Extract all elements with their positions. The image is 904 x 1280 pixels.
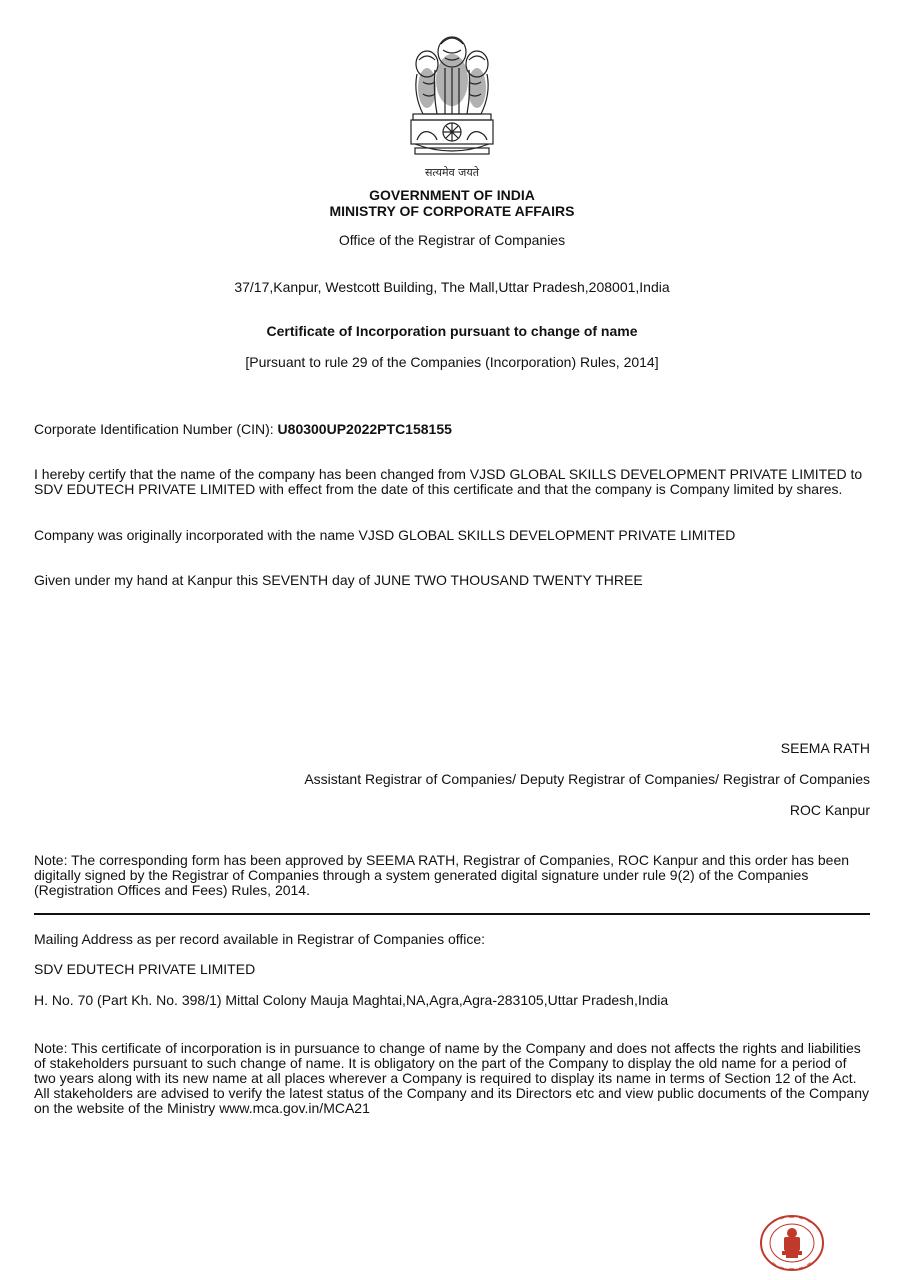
cin-line [34,422,870,437]
registrar-office: Office of the Registrar of Companies [338,232,566,248]
government-heading [0,187,904,219]
national-motto: सत्यमेव जयते [424,166,479,179]
given-under-hand: Given under my hand at Kanpur this SEVENTH day of JUNE TWO THOUSAND TWENTY THREE [34,572,643,588]
certify-paragraph: I hereby certify that the name of the company has been changed from VJSD GLOBAL SKILLS DEVELOPMENT PRIVATE LIMITED to SDV EDUTECH PRIVATE LIMITED with effect from the date of this certificate and that the company is Company limited by shares. [34,466,863,497]
divider [34,913,870,915]
signature-note: Note: The corresponding form has been approved by SEEMA RATH, Registrar of Companies, ROC Kanpur and this order has been digitally signed by the Registrar of Companies through a system generated digital signature under rule 9(2) of the Companies (Registration Offices and Fees) Rules, 2014. [34,852,850,898]
certificate-title: Certificate of Incorporation pursuant to change of name [266,323,638,339]
ministry-title: MINISTRY OF CORPORATE AFFAIRS [329,203,575,219]
mailing-address: H. No. 70 (Part Kh. No. 398/1) Mittal Colony Mauja Maghtai,NA,Agra,Agra-283105,Uttar Pradesh,India [34,992,669,1008]
footer-note: Note: This certificate of incorporation is in pursuance to change of name by the Company and does not affects the rights and liabilities of stakeholders pursuant to such change of name. It is obligatory on the part of the Company to display the old name for a period of two years along with its new name at all places wherever a Company is required to display its name in terms of Section 12 of the Act. All stakeholders are advised to verify the latest status of the Company and its Directors etc and view public documents of the Company on the website of the Ministry www.mca.gov.in/MCA21 [34,1040,869,1116]
cin-value: U80300UP2022PTC158155 [277,421,452,437]
government-title: GOVERNMENT OF INDIA [369,187,535,203]
mailing-company-name: SDV EDUTECH PRIVATE LIMITED [34,961,256,977]
national-emblem-icon [405,30,499,165]
cin-label: Corporate Identification Number (CIN): [34,421,278,437]
registrar-address: 37/17,Kanpur, Westcott Building, The Mall,Uttar Pradesh,208001,India [234,279,670,295]
ministry-seal-icon [758,1213,826,1273]
signatory-name: SEEMA RATH [780,740,870,756]
certificate-rule: [Pursuant to rule 29 of the Companies (Incorporation) Rules, 2014] [245,354,659,370]
signatory-designation: Assistant Registrar of Companies/ Deputy Registrar of Companies/ Registrar of Companies [304,771,870,787]
signatory-office: ROC Kanpur [789,802,870,818]
original-name-paragraph: Company was originally incorporated with the name VJSD GLOBAL SKILLS DEVELOPMENT PRIVATE LIMITED [34,527,736,543]
mailing-address-label: Mailing Address as per record available in Registrar of Companies office: [34,931,486,947]
